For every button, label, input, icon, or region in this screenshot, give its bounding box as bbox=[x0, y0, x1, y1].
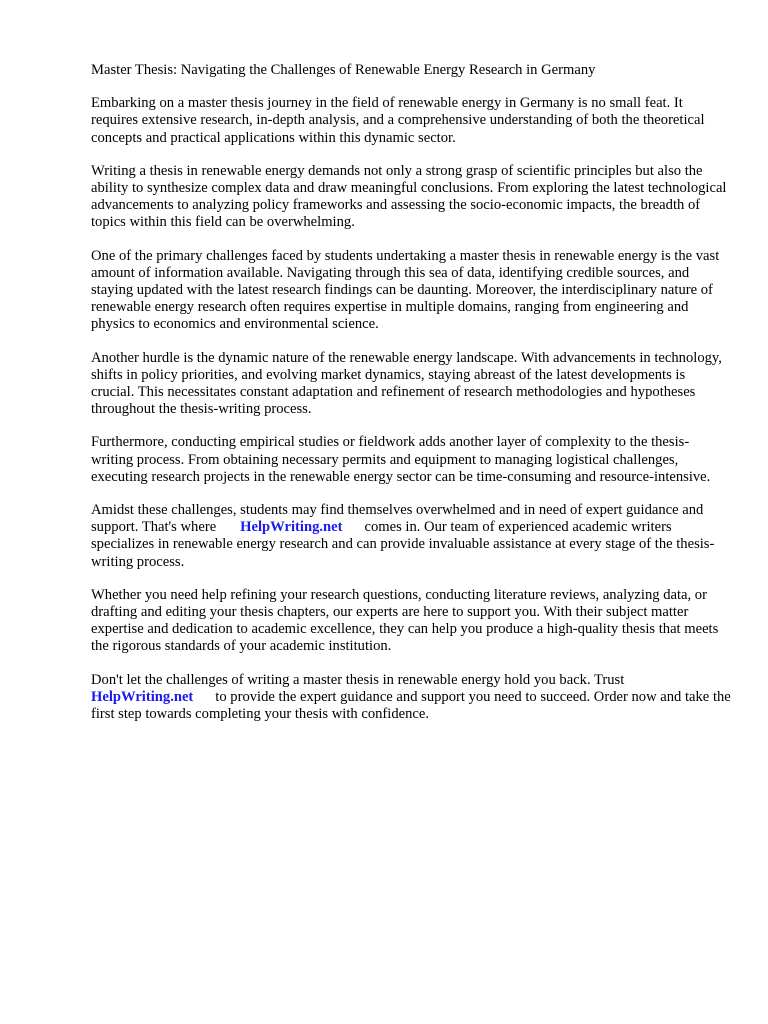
paragraph-service-intro-text-before: Amidst these challenges, students may find themselves overwhelmed and in need of expert guidance and support. That's where bbox=[91, 502, 704, 536]
helpwriting-link-cta[interactable]: HelpWriting.net bbox=[91, 688, 194, 705]
paragraph-fieldwork: Furthermore, conducting empirical studies or fieldwork adds another layer of complexity to the thesis-writing process. From obtaining necessary permits and equipment to managing logistical challenges, executing research projects in the renewable energy sector can be time-consuming and resource-intensive. bbox=[91, 434, 711, 485]
paragraph-challenges: One of the primary challenges faced by students undertaking a master thesis in renewable energy is the vast amount of information available. Navigating through this sea of data, identifying credible sources, and staying updated with the latest research findings can be daunting. Moreover, the interdisciplinary nature of renewable energy research often requires expertise in multiple domains, ranging from engineering and physics to economics and environmental science. bbox=[91, 247, 720, 333]
paragraph-call-to-action bbox=[91, 672, 731, 724]
document-page bbox=[91, 62, 731, 739]
paragraph-service-intro-text-after: comes in. Our team of experienced academic writers specializes in renewable energy research and can provide invaluable assistance at every stage of the thesis-writing process. bbox=[91, 519, 715, 570]
paragraph-service-intro bbox=[91, 502, 731, 571]
document-title: Master Thesis: Navigating the Challenges of Renewable Energy Research in Germany bbox=[91, 62, 596, 78]
helpwriting-link[interactable]: HelpWriting.net bbox=[240, 519, 343, 536]
paragraph-experts: Whether you need help refining your research questions, conducting literature reviews, analyzing data, or drafting and editing your thesis chapters, our experts are here to support you. With their subject matter expertise and dedication to academic excellence, they can help you produce a high-quality thesis that meets the rigorous standards of your academic institution. bbox=[91, 586, 719, 655]
paragraph-cta-text-before: Don't let the challenges of writing a master thesis in renewable energy hold you back. Trust bbox=[91, 671, 625, 688]
paragraph-intro: Embarking on a master thesis journey in the field of renewable energy in Germany is no small feat. It requires extensive research, in-depth analysis, and a comprehensive understanding of both the theoretical concepts and practical applications within this dynamic sector. bbox=[91, 95, 705, 146]
paragraph-writing-thesis: Writing a thesis in renewable energy demands not only a strong grasp of scientific principles but also the ability to synthesize complex data and draw meaningful conclusions. From exploring the latest technological advancements to analyzing policy frameworks and assessing the socio-economic impacts, the breadth of topics within this field can be overwhelming. bbox=[91, 162, 727, 231]
paragraph-cta-text-after: to provide the expert guidance and support you need to succeed. Order now and take the first step towards completing your thesis with confidence. bbox=[91, 688, 731, 723]
paragraph-dynamic-landscape: Another hurdle is the dynamic nature of the renewable energy landscape. With advancements in technology, shifts in policy priorities, and evolving market dynamics, staying abreast of the latest developments is crucial. This necessitates constant adaptation and refinement of research methodologies and hypotheses throughout the thesis-writing process. bbox=[91, 349, 722, 418]
